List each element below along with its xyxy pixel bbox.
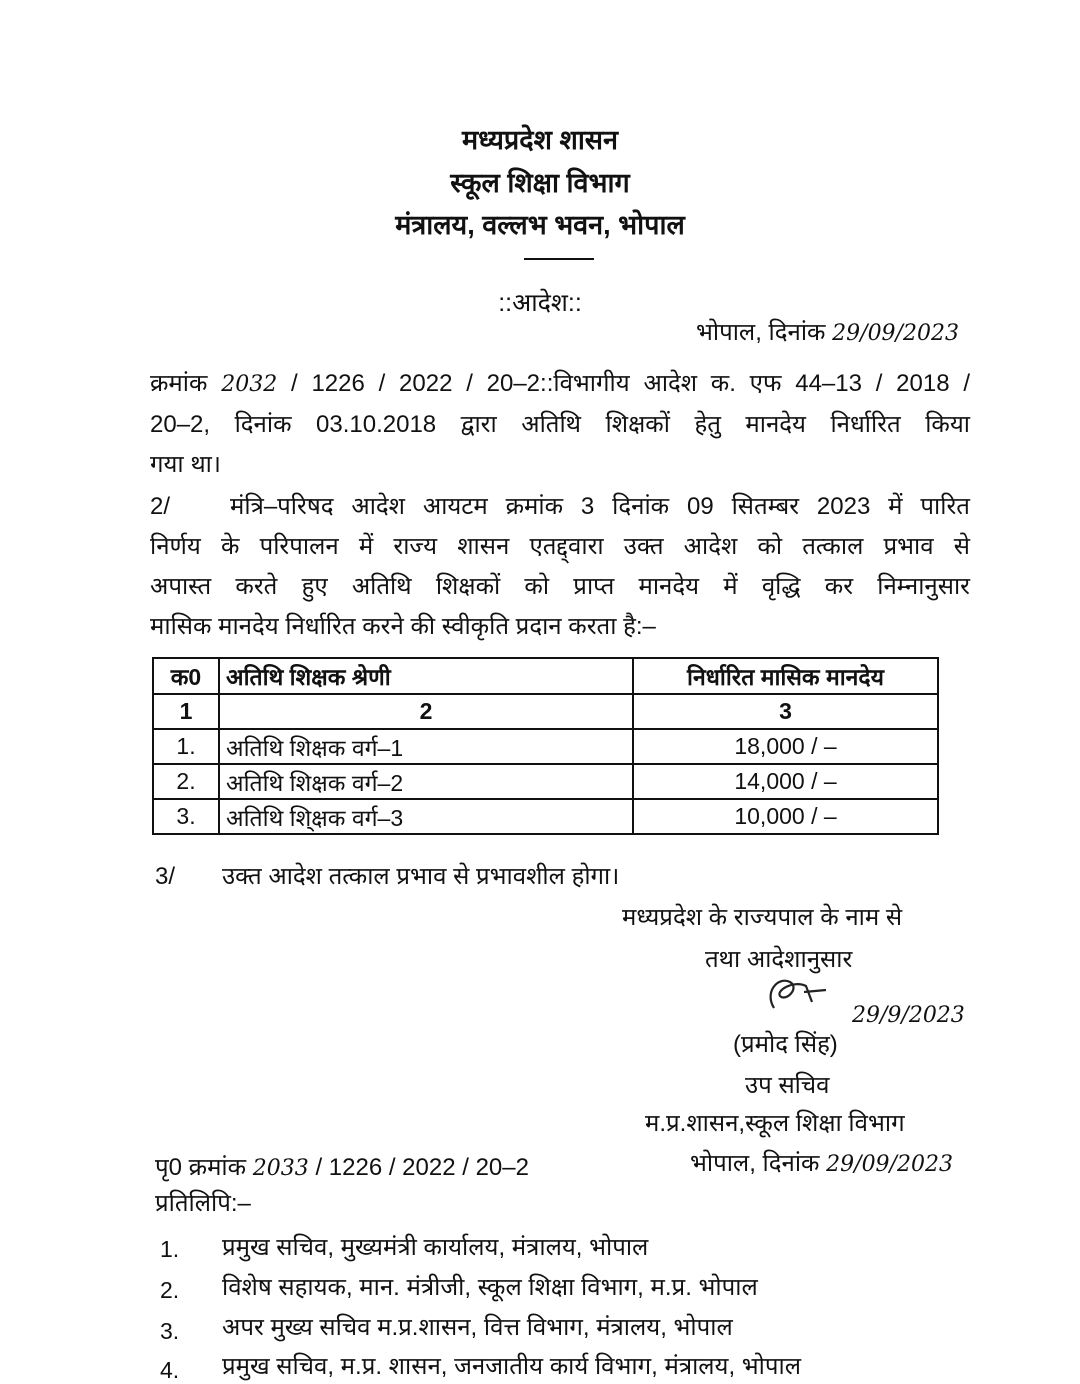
list-item: प्रमुख सचिव, मुख्यमंत्री कार्यालय, मंत्रालय, भोपाल [222, 1234, 649, 1261]
paragraph-1 [150, 364, 970, 485]
table-cell: अतिथि शिक्षक वर्ग–2 [219, 764, 633, 799]
date-line [696, 313, 959, 354]
list-item: विशेष सहायक, मान. मंत्रीजी, स्कूल शिक्षा विभाग, म.प्र. भोपाल [222, 1274, 758, 1301]
table-row [153, 799, 938, 834]
table-cell: 1. [153, 729, 219, 764]
table-header-serial: क0 [153, 658, 219, 694]
signature-line-1: मध्यप्रदेश के राज्यपाल के नाम से [622, 904, 903, 931]
signatory-designation: उप सचिव [745, 1072, 830, 1099]
paragraph-2-line-4: मासिक मानदेय निर्धारित करने की स्वीकृति प्रदान करता है:– [150, 613, 656, 640]
paragraph-2-first [230, 487, 970, 527]
table-cell: 2. [153, 764, 219, 799]
paragraph-3-label: 3/ [155, 863, 176, 890]
list-item-number: 4. [160, 1357, 180, 1383]
address-title: मंत्रालय, वल्लभ भवन, भोपाल [395, 210, 685, 240]
paragraph-1-line-3: गया था। [150, 451, 221, 478]
table-cell: अतिथि शि्क्षक वर्ग–3 [219, 799, 633, 834]
table-cell: 2 [219, 694, 633, 729]
table-row [153, 764, 938, 799]
table-header-honorarium: निर्धारित मासिक मानदेय [633, 658, 938, 694]
handwritten-date: 29/09/2023 [832, 321, 959, 346]
paragraph-2-label: 2/ [150, 493, 171, 520]
paragraph-2 [150, 527, 970, 647]
signatory-office: म.प्र.शासन,स्कूल शिक्षा विभाग [645, 1110, 905, 1137]
endorsement-prefix: पृ0 क्रमांक [155, 1154, 247, 1181]
table-cell: 3. [153, 799, 219, 834]
order-number-prefix: क्रमांक [150, 370, 208, 397]
endorsement-date-prefix: भोपाल, दिनांक [690, 1150, 820, 1177]
table-index-row [153, 694, 938, 729]
list-item: अपर मुख्य सचिव म.प्र.शासन, वित्त विभाग, मंत्रालय, भोपाल [222, 1314, 733, 1341]
honorarium-table [152, 657, 939, 835]
paragraph-2-line-1: मंत्रि–परिषद आदेश आयटम क्रमांक 3 दिनांक 09 सितम्बर 2023 में पारित [230, 493, 970, 520]
government-title: मध्यप्रदेश शासन [461, 125, 619, 155]
handwritten-endorsement-number: 2033 [252, 1156, 309, 1181]
order-title: ::आदेश:: [498, 289, 582, 317]
paragraph-2-line-2: निर्णय के परिपालन में राज्य शासन एतद्द्वारा उक्त आदेश को तत्काल प्रभाव से [150, 533, 970, 560]
table-cell: 18,000 / – [633, 729, 938, 764]
handwritten-endorsement-date: 29/09/2023 [826, 1152, 953, 1177]
paragraph-1-line-1 [150, 364, 970, 405]
paragraph-1-line-2: 20–2, दिनांक 03.10.2018 द्वारा अतिथि शिक्षकों हेतु मानदेय निर्धारित किया [150, 411, 970, 438]
table-cell: 10,000 / – [633, 799, 938, 834]
signature-line-2: तथा आदेशानुसार [705, 946, 853, 973]
copy-label: प्रतिलिपि:– [155, 1190, 251, 1217]
paragraph-2-line-3: अपास्त करते हुए अतिथि शिक्षकों को प्राप्त मानदेय में वृद्धि कर निम्नानुसार [150, 573, 970, 600]
table-cell: 14,000 / – [633, 764, 938, 799]
order-number-rest: / 1226 / 2022 / 20–2::विभागीय आदेश क. एफ 44–13 / 2018 / [291, 370, 971, 397]
signatory-name: (प्रमोद सिंह) [733, 1031, 838, 1058]
paragraph-3-text: उक्त आदेश तत्काल प्रभाव से प्रभावशील होगा। [222, 863, 620, 890]
endorsement-number [155, 1148, 529, 1189]
list-item-number: 1. [160, 1236, 180, 1262]
header-divider [524, 258, 594, 260]
endorsement-rest: / 1226 / 2022 / 20–2 [315, 1154, 529, 1181]
department-title: स्कूल शिक्षा विभाग [450, 168, 630, 198]
date-prefix: भोपाल, दिनांक [696, 319, 826, 346]
table-header-category: अतिथि शिक्षक श्रेणी [219, 658, 633, 694]
table-header-row [153, 658, 938, 694]
table-cell: 3 [633, 694, 938, 729]
signature-handwritten-date: 29/9/2023 [852, 1003, 965, 1028]
list-item: प्रमुख सचिव, म.प्र. शासन, जनजातीय कार्य विभाग, मंत्रालय, भोपाल [222, 1353, 802, 1380]
handwritten-order-number: 2032 [221, 372, 278, 397]
table-cell: अतिथि शिक्षक वर्ग–1 [219, 729, 633, 764]
table-cell: 1 [153, 694, 219, 729]
table-row [153, 729, 938, 764]
list-item-number: 2. [160, 1277, 180, 1303]
endorsement-date-line [690, 1144, 953, 1185]
list-item-number: 3. [160, 1318, 180, 1344]
